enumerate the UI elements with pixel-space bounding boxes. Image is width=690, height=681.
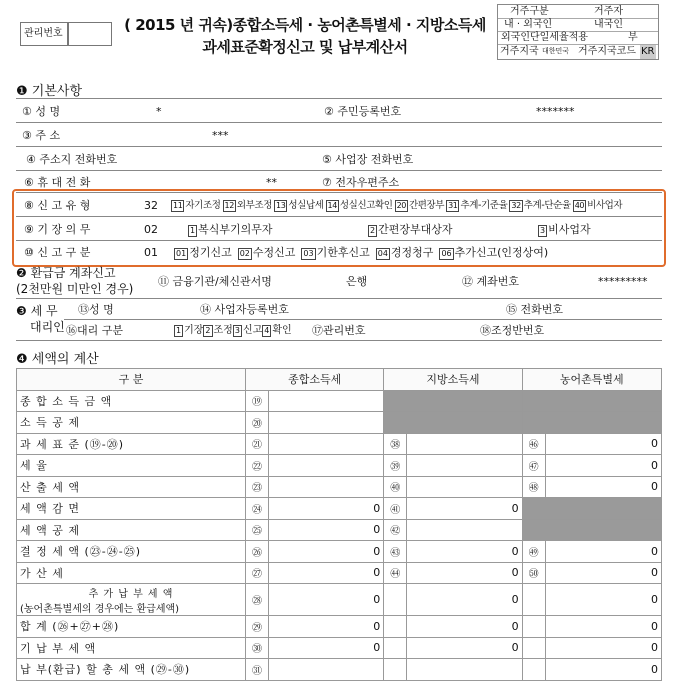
filing-type-value[interactable]: 32 bbox=[144, 199, 158, 212]
value-cell[interactable]: 0 bbox=[545, 659, 661, 681]
filing-type-options bbox=[171, 200, 624, 212]
table-header-row bbox=[17, 369, 662, 391]
value-cell[interactable]: 0 bbox=[407, 637, 522, 659]
row-marker bbox=[522, 659, 545, 681]
residence-country-code: KR bbox=[641, 46, 655, 57]
mgmt-number-box bbox=[20, 22, 68, 46]
rrn-label: ② 주민등록번호 bbox=[324, 105, 402, 118]
value-cell[interactable] bbox=[269, 433, 384, 455]
row-label: 세 율 bbox=[17, 455, 246, 477]
row-marker bbox=[384, 659, 407, 681]
agent-type-options bbox=[174, 325, 292, 337]
row-address bbox=[16, 123, 662, 147]
section3-title: ❸ 세 무 bbox=[16, 304, 58, 318]
row-marker: ㊶ bbox=[384, 498, 407, 520]
row-label: 가 산 세 bbox=[17, 562, 246, 584]
row-marker: ㊼ bbox=[522, 455, 545, 477]
row-label: 기 납 부 세 액 bbox=[17, 637, 246, 659]
header-item: 구 분 bbox=[17, 369, 246, 391]
row-marker bbox=[522, 519, 545, 541]
filing-type-option-12[interactable]: 12 외부조정 bbox=[224, 200, 272, 211]
residence-country-value: 대한민국 bbox=[542, 47, 570, 55]
mobile-label: ⑥ 휴 대 전 화 bbox=[24, 176, 91, 189]
row-marker: ㊾ bbox=[522, 541, 545, 563]
filing-type-option-32[interactable]: 32 추계-단순율 bbox=[511, 200, 571, 211]
value-cell[interactable]: 0 bbox=[545, 541, 661, 563]
tax-calculation-table bbox=[16, 368, 662, 681]
row-label: 결 정 세 액 (㉓-㉔-㉕) bbox=[17, 541, 246, 563]
table-row bbox=[17, 455, 662, 477]
row-name-rrn bbox=[16, 98, 662, 123]
residency-block bbox=[497, 4, 659, 60]
value-cell[interactable]: 0 bbox=[407, 584, 522, 616]
row-label: 세 액 공 제 bbox=[17, 519, 246, 541]
mgmt-number-field[interactable] bbox=[68, 22, 112, 46]
value-cell[interactable]: 0 bbox=[407, 498, 522, 520]
agent-mgmt-no-label: ⑰관리번호 bbox=[312, 324, 366, 337]
row-marker bbox=[384, 616, 407, 638]
value-cell[interactable] bbox=[407, 433, 522, 455]
mobile-value[interactable]: ** bbox=[266, 176, 277, 189]
email-label: ⑦ 전자우편주소 bbox=[322, 176, 400, 189]
bookkeeping-option-1[interactable]: 1 복식부기의무자 bbox=[190, 223, 273, 236]
value-cell[interactable] bbox=[269, 476, 384, 498]
nationality-value: 내국인 bbox=[594, 19, 623, 30]
value-cell[interactable] bbox=[269, 659, 384, 681]
row-marker bbox=[522, 412, 545, 434]
table-row bbox=[17, 659, 662, 681]
value-cell[interactable]: 0 bbox=[545, 455, 661, 477]
value-cell[interactable]: 0 bbox=[407, 562, 522, 584]
residency-value: 거주자 bbox=[594, 6, 623, 17]
value-cell bbox=[545, 498, 661, 520]
filing-type-option-31[interactable]: 31 추계-기준율 bbox=[448, 200, 508, 211]
row-label: 종 합 소 득 금 액 bbox=[17, 390, 246, 412]
value-cell[interactable]: 0 bbox=[545, 562, 661, 584]
table-row bbox=[17, 616, 662, 638]
row-tax-agent bbox=[16, 299, 662, 341]
filing-type-label: ⑧ 신 고 유 형 bbox=[24, 199, 91, 212]
value-cell[interactable]: 0 bbox=[269, 541, 384, 563]
row-marker: ⑲ bbox=[246, 390, 269, 412]
agent-type-label: ⑯대리 구분 bbox=[66, 324, 124, 337]
value-cell[interactable]: 0 bbox=[269, 562, 384, 584]
header-local-tax: 지방소득세 bbox=[384, 369, 522, 391]
report-type-option-01[interactable]: 01 정기신고 bbox=[176, 246, 232, 259]
flat-rate-value: 부 bbox=[628, 32, 638, 43]
name-value[interactable]: * bbox=[156, 105, 162, 118]
flat-rate-label: 외국인단일세율적용 bbox=[501, 32, 588, 43]
home-phone-label: ④ 주소지 전화번호 bbox=[26, 153, 118, 166]
row-marker bbox=[522, 637, 545, 659]
value-cell[interactable]: 0 bbox=[407, 616, 522, 638]
value-cell bbox=[545, 412, 661, 434]
bookkeeping-option-3[interactable]: 3 비사업자 bbox=[540, 223, 591, 236]
row-marker: ㉖ bbox=[246, 541, 269, 563]
table-row bbox=[17, 584, 662, 616]
residency-label: 거주구분 bbox=[510, 6, 549, 17]
table-row bbox=[17, 433, 662, 455]
row-marker bbox=[384, 412, 407, 434]
value-cell[interactable] bbox=[407, 476, 522, 498]
row-label: 합 계 (㉖+㉗+㉘) bbox=[17, 616, 246, 638]
row-marker: ㉓ bbox=[246, 476, 269, 498]
row-marker: ㊿ bbox=[522, 562, 545, 584]
report-type-option-03[interactable]: 03 기한후신고 bbox=[303, 246, 370, 259]
table-row bbox=[17, 498, 662, 520]
row-marker bbox=[522, 616, 545, 638]
row-marker: ㉚ bbox=[246, 637, 269, 659]
row-marker: ㉘ bbox=[246, 584, 269, 616]
row-label: 세 액 감 면 bbox=[17, 498, 246, 520]
residence-country-code-label: 거주지국코드 bbox=[578, 46, 636, 57]
row-marker: ㊹ bbox=[384, 562, 407, 584]
form-title-line2: 과세표준확정신고 및 납부계산서 bbox=[202, 38, 408, 56]
row-marker: ㉗ bbox=[246, 562, 269, 584]
section3-subtitle: 대리인 bbox=[30, 320, 65, 334]
filing-type-option-13[interactable]: 13 성실납세 bbox=[276, 200, 324, 211]
report-type-value[interactable]: 01 bbox=[144, 246, 158, 259]
value-cell[interactable]: 0 bbox=[545, 476, 661, 498]
form-title-line1: ( 2015 년 귀속)종합소득세 · 농어촌특별세 · 지방소득세 bbox=[124, 16, 486, 34]
value-cell[interactable]: 0 bbox=[269, 584, 384, 616]
table-row bbox=[17, 476, 662, 498]
header-income-tax: 종합소득세 bbox=[246, 369, 384, 391]
header-rural-tax: 농어촌특별세 bbox=[522, 369, 661, 391]
agent-type-option-3[interactable]: 3 신고 bbox=[234, 325, 263, 336]
report-type-option-06[interactable]: 06 추가신고(인정상여) bbox=[441, 246, 549, 259]
bookkeeping-label: ⑨ 기 장 의 무 bbox=[24, 223, 91, 236]
table-row bbox=[17, 390, 662, 412]
account-value[interactable]: ********* bbox=[598, 275, 648, 288]
value-cell[interactable] bbox=[269, 390, 384, 412]
filing-type-option-14[interactable]: 14 성실신고확인 bbox=[327, 200, 393, 211]
filing-type-option-40[interactable]: 40 비사업자 bbox=[574, 200, 623, 211]
row-marker: ㉒ bbox=[246, 455, 269, 477]
table-row bbox=[17, 412, 662, 434]
value-cell bbox=[407, 390, 522, 412]
agent-name-label: ⑬성 명 bbox=[78, 303, 114, 316]
row-marker: ㊷ bbox=[384, 519, 407, 541]
row-label: 산 출 세 액 bbox=[17, 476, 246, 498]
row-marker: ㊻ bbox=[522, 433, 545, 455]
value-cell[interactable]: 0 bbox=[545, 584, 661, 616]
row-marker: ㉛ bbox=[246, 659, 269, 681]
table-row bbox=[17, 519, 662, 541]
report-type-options bbox=[174, 247, 554, 260]
row-report-type bbox=[16, 241, 662, 264]
bookkeeping-option-2[interactable]: 2 간편장부대상자 bbox=[370, 223, 453, 236]
report-type-label: ⑩ 신 고 구 분 bbox=[24, 246, 91, 259]
row-filing-type bbox=[16, 194, 662, 217]
bank-value[interactable]: 은행 bbox=[346, 275, 368, 288]
row-label: 과 세 표 준 (⑲-⑳) bbox=[17, 433, 246, 455]
value-cell[interactable] bbox=[269, 455, 384, 477]
row-marker bbox=[384, 584, 407, 616]
row-marker: ㊳ bbox=[384, 433, 407, 455]
filing-type-option-20[interactable]: 20 간편장부 bbox=[396, 200, 445, 211]
agent-biz-no-label: ⑭ 사업자등록번호 bbox=[200, 303, 289, 316]
row-refund-account bbox=[16, 265, 662, 299]
row-label: 소 득 공 제 bbox=[17, 412, 246, 434]
section2-subtitle: (2천만원 미만인 경우) bbox=[16, 282, 134, 296]
biz-phone-label: ⑤ 사업장 전화번호 bbox=[322, 153, 414, 166]
rrn-value[interactable]: ******* bbox=[536, 105, 575, 118]
row-marker: ㉙ bbox=[246, 616, 269, 638]
row-label: 납 부(환급) 할 총 세 액 (㉙-㉚) bbox=[17, 659, 246, 681]
section1-title: ❶ 기본사항 bbox=[16, 84, 83, 99]
value-cell bbox=[545, 390, 661, 412]
agent-type-option-1[interactable]: 1 기장 bbox=[176, 325, 204, 336]
address-value[interactable]: *** bbox=[212, 129, 229, 142]
value-cell[interactable]: 0 bbox=[269, 637, 384, 659]
row-marker bbox=[522, 584, 545, 616]
value-cell[interactable]: 0 bbox=[545, 433, 661, 455]
value-cell bbox=[545, 519, 661, 541]
row-marker: ㉔ bbox=[246, 498, 269, 520]
row-marker: ㊸ bbox=[384, 541, 407, 563]
row-marker bbox=[522, 498, 545, 520]
row-marker: ㉑ bbox=[246, 433, 269, 455]
value-cell[interactable]: 0 bbox=[545, 616, 661, 638]
section2-title: ❷ 환급금 계좌신고 bbox=[16, 266, 116, 280]
address-label: ③ 주 소 bbox=[22, 129, 61, 142]
value-cell[interactable] bbox=[407, 455, 522, 477]
agent-adj-no-label: ⑱조정반번호 bbox=[480, 324, 545, 337]
row-marker: ㊴ bbox=[384, 455, 407, 477]
row-marker: ⑳ bbox=[246, 412, 269, 434]
row-marker bbox=[384, 390, 407, 412]
row-marker bbox=[384, 637, 407, 659]
row-marker: ㊽ bbox=[522, 476, 545, 498]
agent-type-option-2[interactable]: 2 조정 bbox=[205, 325, 233, 336]
value-cell bbox=[407, 412, 522, 434]
report-type-option-04[interactable]: 04 경정청구 bbox=[377, 246, 434, 259]
value-cell[interactable]: 0 bbox=[269, 498, 384, 520]
agent-type-option-4[interactable]: 4 확인 bbox=[264, 325, 292, 336]
bank-label: ⑪ 금융기관/체신관서명 bbox=[158, 275, 272, 288]
bookkeeping-value[interactable]: 02 bbox=[144, 223, 158, 236]
value-cell[interactable]: 0 bbox=[545, 637, 661, 659]
row-label: 추 가 납 부 세 액 (농어촌특별세의 경우에는 환급세액) bbox=[17, 584, 246, 616]
report-type-option-02[interactable]: 02 수정신고 bbox=[239, 246, 296, 259]
row-marker bbox=[522, 390, 545, 412]
filing-type-option-11[interactable]: 11 자기조정 bbox=[173, 200, 221, 211]
section4-title: ❹ 세액의 계산 bbox=[16, 352, 99, 367]
value-cell[interactable] bbox=[269, 412, 384, 434]
table-row bbox=[17, 637, 662, 659]
agent-phone-label: ⑮ 전화번호 bbox=[506, 303, 564, 316]
row-marker: ㊵ bbox=[384, 476, 407, 498]
table-row bbox=[17, 562, 662, 584]
value-cell[interactable]: 0 bbox=[269, 616, 384, 638]
account-label: ⑫ 계좌번호 bbox=[462, 275, 520, 288]
row-bookkeeping bbox=[16, 217, 662, 241]
residence-country-label: 거주지국 bbox=[500, 46, 539, 57]
row-phones bbox=[16, 147, 662, 171]
name-label: ① 성 명 bbox=[22, 105, 61, 118]
nationality-label: 내 · 외국인 bbox=[504, 19, 553, 30]
value-cell[interactable] bbox=[407, 519, 522, 541]
value-cell[interactable]: 0 bbox=[269, 519, 384, 541]
mgmt-number-label: 관리번호 bbox=[24, 28, 63, 39]
row-marker: ㉕ bbox=[246, 519, 269, 541]
value-cell[interactable] bbox=[407, 659, 522, 681]
value-cell[interactable]: 0 bbox=[407, 541, 522, 563]
table-row bbox=[17, 541, 662, 563]
